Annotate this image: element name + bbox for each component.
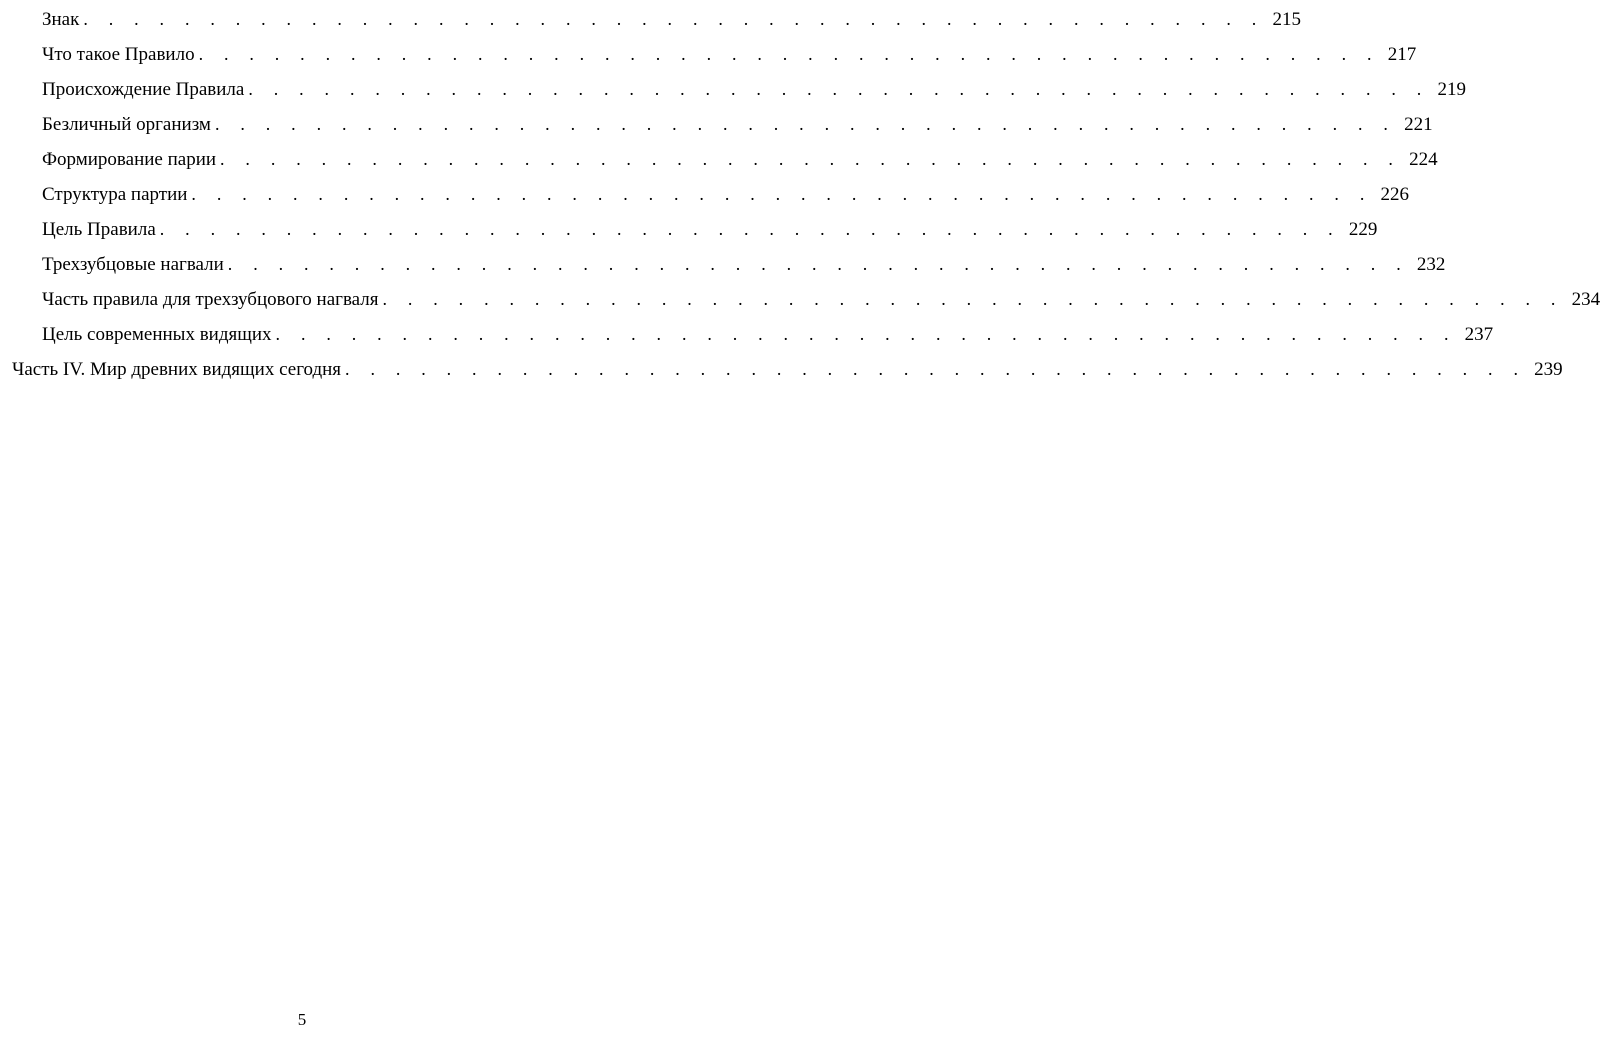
- toc-entry-title: Что такое Правило: [42, 44, 195, 65]
- toc-dot-leader: . . . . . . . . . . . . . . . . . . . . . . . . . . . . . . . . . . . . . . . . . . . . . . .: [382, 289, 1564, 309]
- toc-entry-title: Происхождение Правила: [42, 79, 245, 100]
- toc-dot-leader: . . . . . . . . . . . . . . . . . . . . . . . . . . . . . . . . . . . . . . . . . . . . . . .: [220, 149, 1402, 169]
- toc-entry-page: 224: [1409, 149, 1438, 170]
- toc-entry: [0, 317, 1494, 352]
- toc-entry-title: Безличный организм: [42, 114, 211, 135]
- toc-entry-page: 237: [1464, 324, 1494, 345]
- toc-entry-page: 232: [1416, 254, 1446, 275]
- toc-entry-page: 219: [1437, 79, 1466, 100]
- toc-entry: [0, 107, 1433, 142]
- toc-entry-page: 229: [1348, 219, 1378, 240]
- toc-entry-page: 221: [1404, 114, 1433, 135]
- toc-entry-page: 217: [1387, 44, 1417, 65]
- toc-entry: [0, 142, 1438, 177]
- toc-dot-leader: . . . . . . . . . . . . . . . . . . . . . . . . . . . . . . . . . . . . . . . . . . . . . . .: [191, 184, 1373, 204]
- toc-entry: [0, 72, 1466, 107]
- toc-entry-title: Знак: [42, 9, 80, 30]
- table-of-contents: [0, 0, 1600, 387]
- toc-part-entry: [0, 352, 1563, 387]
- toc-part-page: 239: [1534, 359, 1563, 380]
- toc-entry-title: Часть правила для трехзубцового нагваля: [42, 289, 379, 310]
- toc-entry-title: Цель современных видящих: [42, 324, 272, 345]
- toc-dot-leader: . . . . . . . . . . . . . . . . . . . . . . . . . . . . . . . . . . . . . . . . . . . . . . .: [345, 359, 1527, 379]
- toc-entry-page: 234: [1571, 289, 1600, 310]
- toc-dot-leader: . . . . . . . . . . . . . . . . . . . . . . . . . . . . . . . . . . . . . . . . . . . . . . .: [159, 219, 1341, 239]
- toc-dot-leader: . . . . . . . . . . . . . . . . . . . . . . . . . . . . . . . . . . . . . . . . . . . . . . .: [248, 79, 1430, 99]
- toc-dot-leader: . . . . . . . . . . . . . . . . . . . . . . . . . . . . . . . . . . . . . . . . . . . . . . .: [83, 9, 1265, 29]
- toc-dot-leader: . . . . . . . . . . . . . . . . . . . . . . . . . . . . . . . . . . . . . . . . . . . . . . .: [214, 114, 1397, 134]
- toc-entry: [0, 282, 1600, 317]
- toc-entry-page: 226: [1380, 184, 1410, 205]
- toc-part-title: Часть IV. Мир древних видящих сегодня: [12, 359, 342, 380]
- toc-entry-title: Формирование парии: [42, 149, 217, 170]
- toc-dot-leader: . . . . . . . . . . . . . . . . . . . . . . . . . . . . . . . . . . . . . . . . . . . . . . .: [227, 254, 1409, 274]
- toc-dot-leader: . . . . . . . . . . . . . . . . . . . . . . . . . . . . . . . . . . . . . . . . . . . . . . .: [275, 324, 1457, 344]
- toc-entry-title: Трехзубцовые нагвали: [42, 254, 224, 275]
- toc-entry: [0, 37, 1417, 72]
- toc-entry: [0, 2, 1301, 37]
- toc-dot-leader: . . . . . . . . . . . . . . . . . . . . . . . . . . . . . . . . . . . . . . . . . . . . . . .: [198, 44, 1380, 64]
- page-number: 5: [297, 1010, 307, 1029]
- toc-entry-title: Цель Правила: [42, 219, 156, 240]
- toc-entry-title: Структура партии: [42, 184, 188, 205]
- toc-entry-page: 215: [1272, 9, 1301, 30]
- toc-entry: [0, 212, 1378, 247]
- toc-entry: [0, 177, 1410, 212]
- toc-entry: [0, 247, 1446, 282]
